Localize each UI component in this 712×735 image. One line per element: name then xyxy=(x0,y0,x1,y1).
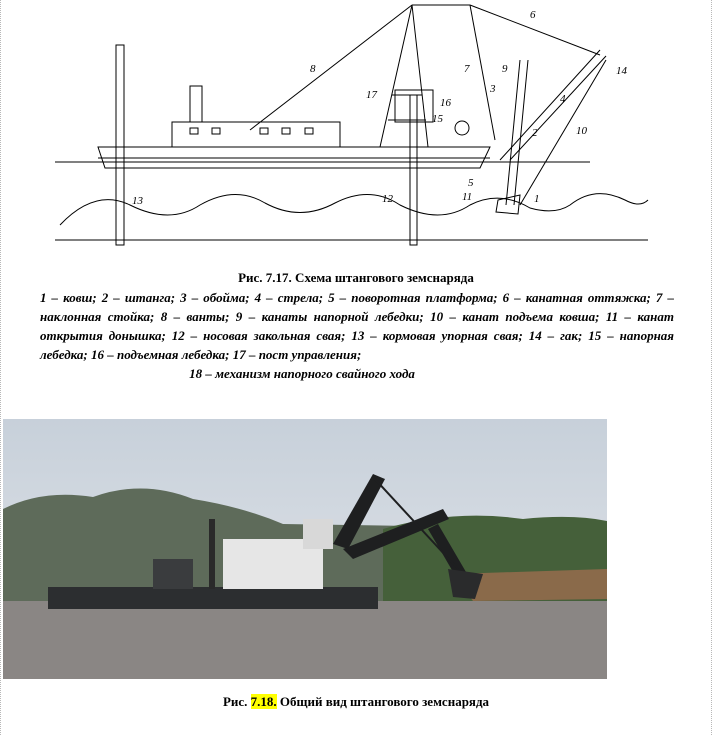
caption-text: Общий вид штангового земснаряда xyxy=(279,694,490,709)
label-3: 3 xyxy=(490,83,496,95)
figure-7-18-caption xyxy=(0,694,712,710)
label-10: 10 xyxy=(576,125,587,137)
legend-text: 1 – ковш; 2 – штанга; 3 – обойма; 4 – стрела; 5 – поворотная платформа; 6 – канатная оттяжка; 7 – наклонная стойка; 8 – ванты; 9 – канаты напорной лебедки; 10 – канат подъема ковша; 11 – канат открытия донышка; 12 – носовая закольная свая; 13 – кормовая упорная свая; 14 – гак; 15 – напорная лебедка; 16 – подъемная лебедка; 17 – пост управления; xyxy=(40,290,674,362)
label-4: 4 xyxy=(560,93,566,105)
label-14: 14 xyxy=(616,65,627,77)
label-16: 16 xyxy=(440,97,451,109)
label-2: 2 xyxy=(532,127,538,139)
label-1: 1 xyxy=(534,193,540,205)
caption-prefix: Рис. xyxy=(222,694,248,709)
label-17: 17 xyxy=(366,89,377,101)
label-5: 5 xyxy=(468,177,474,189)
figure-7-17-legend xyxy=(40,288,674,383)
figure-7-17-caption: Рис. 7.17. Схема штангового земснаряда xyxy=(238,270,474,285)
label-13: 13 xyxy=(132,195,143,207)
dredger-schematic-diagram xyxy=(50,0,650,262)
label-6: 6 xyxy=(530,9,536,21)
label-8: 8 xyxy=(310,63,316,75)
label-9: 9 xyxy=(502,63,508,75)
label-11: 11 xyxy=(462,191,473,203)
legend-last-line: 18 – механизм напорного свайного хода xyxy=(189,366,415,381)
page-frame-left xyxy=(0,0,1,735)
label-15: 15 xyxy=(432,113,443,125)
label-7: 7 xyxy=(464,63,470,75)
label-12: 12 xyxy=(382,193,393,205)
diagram-labels xyxy=(132,9,628,207)
dredger-photo xyxy=(3,419,607,679)
figure-number-highlight: 7.18. xyxy=(250,694,277,709)
